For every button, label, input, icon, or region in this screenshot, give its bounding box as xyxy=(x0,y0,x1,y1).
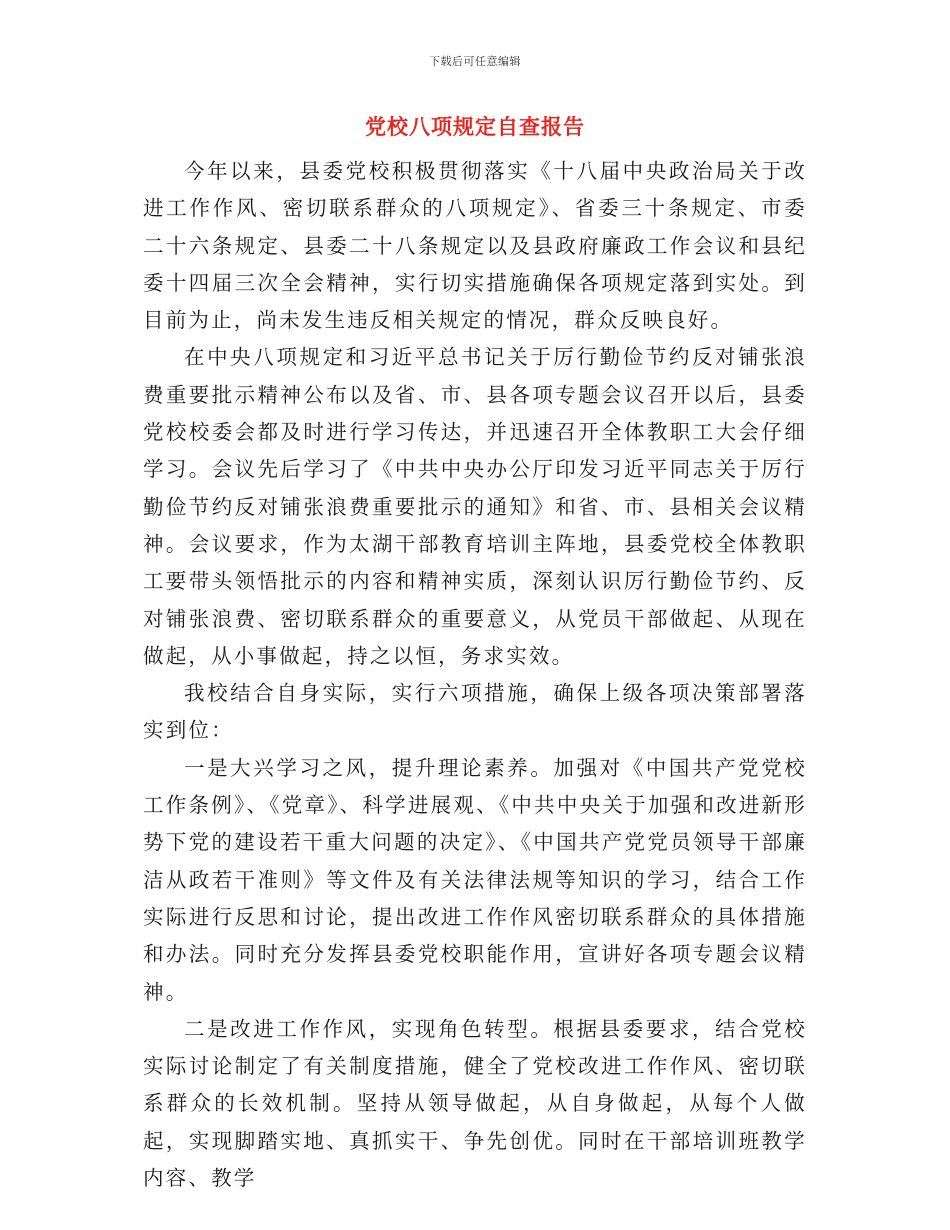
header-note: 下载后可任意编辑 xyxy=(429,55,521,68)
document-body xyxy=(143,153,807,1197)
paragraph-measure-two: 二是改进工作作风，实现角色转型。根据县委要求，结合党校实际讨论制定了有关制度措施，健全了党校改进工作作风、密切联系群众的长效机制。坚持从领导做起，从自身做起，从每个人做起，实现脚踏实地、真抓实干、争先创优。同时在干部培训班教学内容、教学 xyxy=(143,1016,807,1191)
document-title: 党校八项规定自查报告 xyxy=(365,114,585,139)
paragraph-study: 在中央八项规定和习近平总书记关于厉行勤俭节约反对铺张浪费重要批示精神公布以及省、市、县各项专题会议召开以后，县委党校校委会都及时进行学习传达，并迅速召开全体教职工大会仔细学习。会议先后学习了《中共中央办公厅印发习近平同志关于厉行勤俭节约反对铺张浪费重要批示的通知》和省、市、县相关会议精神。会议要求，作为太湖干部教育培训主阵地，县委党校全体教职工要带头领悟批示的内容和精神实质，深刻认识厉行勤俭节约、反对铺张浪费、密切联系群众的重要意义，从党员干部做起、从现在做起，从小事做起，持之以恒，务求实效。 xyxy=(143,345,807,668)
paragraph-measures: 我校结合自身实际，实行六项措施，确保上级各项决策部署落实到位： xyxy=(143,681,807,743)
paragraph-intro: 今年以来，县委党校积极贯彻落实《十八届中央政治局关于改进工作作风、密切联系群众的八项规定》、省委三十条规定、市委二十六条规定、县委二十八条规定以及县政府廉政工作会议和县纪委十四届三次全会精神，实行切实措施确保各项规定落到实处。到目前为止，尚未发生违反相关规定的情况，群众反映良好。 xyxy=(143,159,807,333)
paragraph-measure-one: 一是大兴学习之风，提升理论素养。加强对《中国共产党党校工作条例》、《党章》、科学进展观、《中共中央关于加强和改进新形势下党的建设若干重大问题的决定》、《中国共产党党员领导干部廉洁从政若干准则》等文件及有关法律法规等知识的学习，结合工作实际进行反思和讨论，提出改进工作作风密切联系群众的具体措施和办法。同时充分发挥县委党校职能作用，宣讲好各项专题会议精神。 xyxy=(143,755,807,1004)
